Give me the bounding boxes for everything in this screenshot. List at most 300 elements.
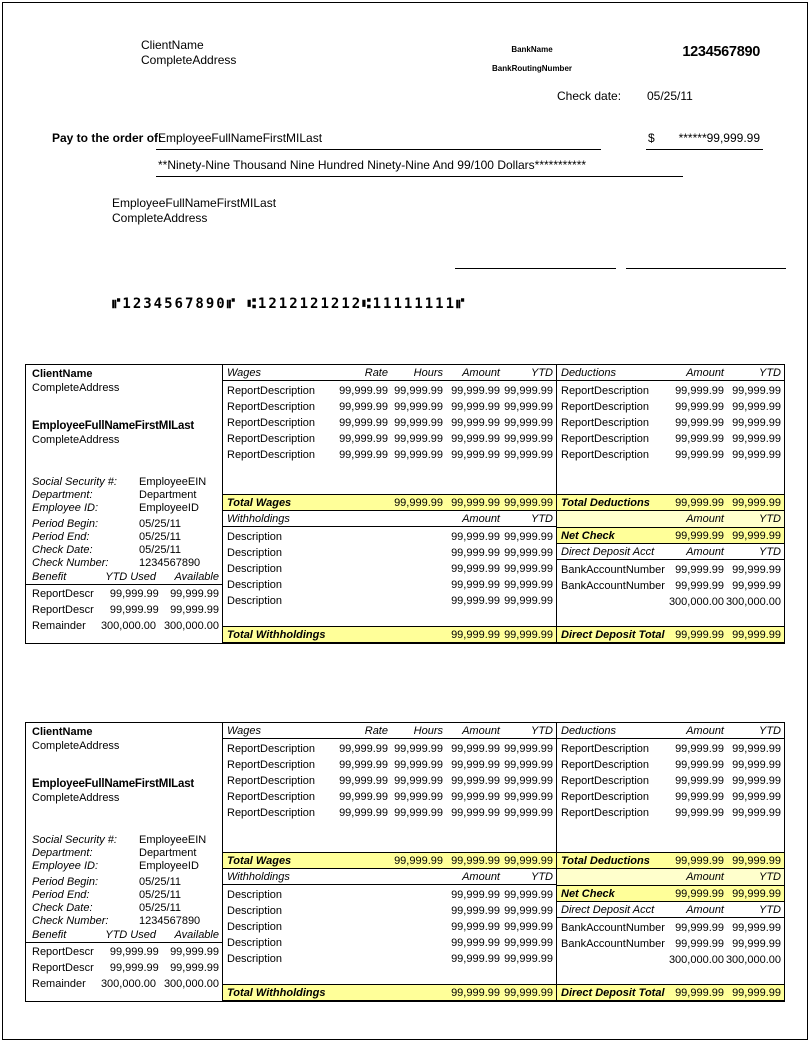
dd-account: BankAccountNumber	[561, 938, 665, 950]
deduction-ytd: 99,999.99	[732, 385, 781, 397]
direct-deposit-total-label: Direct Deposit Total	[561, 628, 665, 641]
deduction-amount: 99,999.99	[675, 743, 724, 755]
withholdings-header-row	[223, 511, 556, 527]
withholding-row	[223, 593, 556, 609]
deduction-ytd: 99,999.99	[732, 417, 781, 429]
deduction-amount: 99,999.99	[675, 759, 724, 771]
withholding-amount: 99,999.99	[451, 921, 500, 933]
payee-name: EmployeeFullNameFirstMILast	[158, 131, 323, 145]
deduction-ytd: 99,999.99	[732, 759, 781, 771]
total-withholdings-ytd: 99,999.99	[504, 628, 553, 641]
amount-header: Amount	[686, 513, 724, 525]
wage-desc: ReportDescription	[227, 743, 316, 755]
withholding-ytd: 99,999.99	[504, 531, 553, 543]
available-header: Available	[174, 571, 219, 583]
info-value: 05/25/11	[139, 518, 182, 530]
check-date-value: 05/25/11	[647, 89, 693, 103]
info-value: 05/25/11	[139, 902, 182, 914]
bank-name: BankName	[511, 45, 553, 54]
ytd-used-header: YTD Used	[105, 929, 156, 941]
withholdings-header: Withholdings	[227, 870, 290, 883]
wage-hours: 99,999.99	[394, 759, 443, 771]
total-wages-ytd: 99,999.99	[504, 496, 553, 509]
benefit-header: Benefit	[32, 571, 67, 583]
deductions-header: Deductions	[561, 366, 617, 379]
deduction-row	[557, 415, 784, 431]
total-withholdings-label: Total Withholdings	[227, 628, 326, 641]
info-label: Department:	[32, 847, 93, 859]
info-label: Employee ID:	[32, 502, 99, 514]
info-value: EmployeeEIN	[139, 476, 207, 488]
wage-desc: ReportDescription	[227, 449, 316, 461]
wage-ytd: 99,999.99	[504, 807, 553, 819]
deduction-row	[557, 399, 784, 415]
stub-middle-panel	[223, 365, 557, 643]
wage-amount: 99,999.99	[451, 807, 500, 819]
currency-symbol: $	[648, 131, 655, 145]
check-client-block	[141, 38, 236, 68]
wage-rate: 99,999.99	[339, 401, 388, 413]
withholding-desc: Description	[227, 579, 283, 591]
direct-deposit-row	[557, 952, 784, 968]
benefit-desc: ReportDescr	[32, 588, 94, 600]
amount-header: Amount	[686, 545, 724, 558]
withholding-desc: Description	[227, 595, 283, 607]
total-deductions-label: Total Deductions	[561, 496, 650, 509]
dd-amount: 99,999.99	[675, 580, 724, 592]
total-wages-hours: 99,999.99	[394, 496, 443, 509]
wage-rate: 99,999.99	[339, 807, 388, 819]
ytd-header: YTD	[759, 513, 781, 525]
check-date-label: Check date:	[557, 89, 622, 103]
withholding-ytd: 99,999.99	[504, 889, 553, 901]
ytd-header: YTD	[759, 871, 781, 883]
dd-account: BankAccountNumber	[561, 580, 665, 592]
info-label: Period Begin:	[32, 518, 99, 530]
withholding-row	[223, 935, 556, 951]
wages-row	[223, 757, 556, 773]
total-wages-hours: 99,999.99	[394, 854, 443, 867]
withholding-amount: 99,999.99	[451, 905, 500, 917]
deduction-desc: ReportDescription	[561, 417, 650, 429]
deduction-amount: 99,999.99	[675, 433, 724, 445]
micr-line: ⑈1234567890⑈ ⑆1212121212⑆11111111⑈	[112, 296, 467, 312]
dd-ytd: 99,999.99	[732, 580, 781, 592]
wage-desc: ReportDescription	[227, 791, 316, 803]
deduction-amount: 99,999.99	[675, 401, 724, 413]
direct-deposit-acct-header: Direct Deposit Acct	[561, 903, 655, 916]
withholding-amount: 99,999.99	[451, 579, 500, 591]
wage-hours: 99,999.99	[394, 385, 443, 397]
withholding-ytd: 99,999.99	[504, 563, 553, 575]
deduction-ytd: 99,999.99	[732, 449, 781, 461]
total-deductions-ytd: 99,999.99	[732, 496, 781, 509]
direct-deposit-header-row	[557, 902, 784, 918]
wages-row	[223, 741, 556, 757]
deduction-ytd: 99,999.99	[732, 433, 781, 445]
amount-header: Amount	[686, 724, 724, 737]
rate-header: Rate	[364, 724, 388, 737]
info-label: Period Begin:	[32, 876, 99, 888]
info-value: 05/25/11	[139, 531, 182, 543]
deduction-desc: ReportDescription	[561, 401, 650, 413]
direct-deposit-total-ytd: 99,999.99	[732, 628, 781, 641]
pay-stub-2	[25, 722, 785, 1002]
wages-row	[223, 399, 556, 415]
net-check-label: Net Check	[561, 887, 615, 900]
info-row-check-number	[32, 557, 220, 570]
withholding-row	[223, 561, 556, 577]
info-row-check-number	[32, 915, 220, 928]
hours-header: Hours	[413, 366, 443, 379]
wage-ytd: 99,999.99	[504, 759, 553, 771]
withholdings-header-row	[223, 869, 556, 885]
wage-ytd: 99,999.99	[504, 417, 553, 429]
wages-row	[223, 431, 556, 447]
deduction-amount: 99,999.99	[675, 385, 724, 397]
info-value: Department	[139, 489, 197, 501]
amount-header: Amount	[462, 366, 500, 379]
withholding-amount: 99,999.99	[451, 953, 500, 965]
withholding-amount: 99,999.99	[451, 937, 500, 949]
payee-block-name: EmployeeFullNameFirstMILast	[112, 196, 277, 210]
stub-employee-address: CompleteAddress	[32, 434, 120, 446]
total-withholdings-row	[223, 984, 556, 1001]
wage-hours: 99,999.99	[394, 791, 443, 803]
info-label: Social Security #:	[32, 476, 117, 488]
total-withholdings-ytd: 99,999.99	[504, 986, 553, 999]
total-deductions-amount: 99,999.99	[675, 496, 724, 509]
payee-address-block	[112, 196, 276, 226]
deduction-ytd: 99,999.99	[732, 743, 781, 755]
withholding-row	[223, 919, 556, 935]
info-value: EmployeeID	[139, 502, 199, 514]
deduction-desc: ReportDescription	[561, 743, 650, 755]
info-label: Check Number:	[32, 915, 109, 927]
deduction-row	[557, 805, 784, 821]
wage-rate: 99,999.99	[339, 433, 388, 445]
net-check-row	[557, 527, 784, 544]
check-number: 1234567890	[682, 44, 760, 60]
ytd-header: YTD	[759, 545, 781, 558]
payee-underline	[156, 149, 601, 150]
deduction-amount: 99,999.99	[675, 417, 724, 429]
benefit-row	[26, 961, 222, 975]
net-check-amount: 99,999.99	[675, 529, 724, 542]
deduction-desc: ReportDescription	[561, 759, 650, 771]
info-row-employee-id	[32, 502, 220, 515]
deductions-header-row	[557, 365, 784, 381]
total-deductions-row	[557, 852, 784, 869]
direct-deposit-total-row	[557, 626, 784, 643]
stub-client-address: CompleteAddress	[32, 382, 120, 394]
withholding-desc: Description	[227, 905, 283, 917]
wages-row	[223, 805, 556, 821]
wage-desc: ReportDescription	[227, 433, 316, 445]
total-wages-amount: 99,999.99	[451, 854, 500, 867]
info-row-check-date	[32, 544, 220, 557]
info-value: 1234567890	[139, 915, 201, 927]
deduction-desc: ReportDescription	[561, 449, 650, 461]
available-header: Available	[174, 929, 219, 941]
total-wages-row	[223, 852, 556, 869]
ytd-header: YTD	[531, 870, 553, 883]
info-row-ssn	[32, 476, 220, 489]
direct-deposit-header-row	[557, 544, 784, 560]
info-row-check-date	[32, 902, 220, 915]
wage-desc: ReportDescription	[227, 807, 316, 819]
direct-deposit-total-amount: 99,999.99	[675, 628, 724, 641]
amount-words-underline	[156, 176, 683, 177]
dd-ytd: 99,999.99	[732, 938, 781, 950]
net-check-label: Net Check	[561, 529, 615, 542]
info-value: 1234567890	[139, 557, 201, 569]
info-row-period-end	[32, 531, 220, 544]
info-value: 05/25/11	[139, 544, 182, 556]
withholding-row	[223, 545, 556, 561]
wage-amount: 99,999.99	[451, 401, 500, 413]
total-deductions-row	[557, 494, 784, 511]
direct-deposit-total-row	[557, 984, 784, 1001]
wages-header: Wages	[227, 366, 262, 379]
benefit-available: 99,999.99	[170, 588, 219, 600]
wage-desc: ReportDescription	[227, 759, 316, 771]
stub-middle-panel	[223, 723, 557, 1001]
total-wages-row	[223, 494, 556, 511]
deduction-row	[557, 383, 784, 399]
amount-header: Amount	[686, 871, 724, 883]
wage-desc: ReportDescription	[227, 775, 316, 787]
withholding-ytd: 99,999.99	[504, 595, 553, 607]
deduction-desc: ReportDescription	[561, 775, 650, 787]
dd-amount: 99,999.99	[675, 938, 724, 950]
wage-ytd: 99,999.99	[504, 449, 553, 461]
amount-numeric: ******99,999.99	[678, 131, 760, 145]
withholding-row	[223, 529, 556, 545]
benefit-available: 99,999.99	[170, 604, 219, 616]
amount-words: **Ninety-Nine Thousand Nine Hundred Ninety-Nine And 99/100 Dollars***********	[158, 158, 587, 172]
deduction-desc: ReportDescription	[561, 433, 650, 445]
info-row-department	[32, 489, 220, 502]
withholding-desc: Description	[227, 563, 283, 575]
direct-deposit-total-amount: 99,999.99	[675, 986, 724, 999]
benefit-available: 99,999.99	[170, 946, 219, 958]
info-row-ssn	[32, 834, 220, 847]
amount-underline	[646, 149, 763, 150]
deduction-row	[557, 741, 784, 757]
deduction-ytd: 99,999.99	[732, 807, 781, 819]
benefit-available: 300,000.00	[163, 978, 219, 990]
deduction-desc: ReportDescription	[561, 791, 650, 803]
dd-ytd: 300,000.00	[725, 596, 781, 608]
direct-deposit-row	[557, 920, 784, 936]
wage-amount: 99,999.99	[451, 385, 500, 397]
ytd-header: YTD	[531, 512, 553, 525]
total-wages-ytd: 99,999.99	[504, 854, 553, 867]
rate-header: Rate	[364, 366, 388, 379]
info-row-employee-id	[32, 860, 220, 873]
client-name: ClientName	[141, 38, 204, 52]
deductions-header-row	[557, 723, 784, 739]
direct-deposit-row	[557, 578, 784, 594]
benefit-desc: ReportDescr	[32, 946, 94, 958]
total-withholdings-amount: 99,999.99	[451, 628, 500, 641]
benefit-ytd-used: 300,000.00	[100, 978, 156, 990]
direct-deposit-total-label: Direct Deposit Total	[561, 986, 665, 999]
withholding-ytd: 99,999.99	[504, 953, 553, 965]
direct-deposit-row	[557, 562, 784, 578]
deduction-desc: ReportDescription	[561, 807, 650, 819]
benefit-available: 99,999.99	[170, 962, 219, 974]
stub-right-panel	[557, 365, 784, 643]
deduction-amount: 99,999.99	[675, 449, 724, 461]
direct-deposit-row	[557, 936, 784, 952]
info-value: 05/25/11	[139, 889, 182, 901]
wage-amount: 99,999.99	[451, 791, 500, 803]
bank-block	[462, 45, 602, 73]
benefit-desc: Remainder	[32, 620, 86, 632]
deduction-desc: ReportDescription	[561, 385, 650, 397]
wage-rate: 99,999.99	[339, 385, 388, 397]
net-check-header-row	[557, 511, 784, 527]
dd-ytd: 300,000.00	[725, 954, 781, 966]
benefit-row-remainder	[26, 619, 222, 633]
dd-amount: 99,999.99	[675, 922, 724, 934]
stub-employee-name: EmployeeFullNameFirstMILast	[32, 778, 195, 790]
wages-header: Wages	[227, 724, 262, 737]
wage-ytd: 99,999.99	[504, 775, 553, 787]
wage-hours: 99,999.99	[394, 401, 443, 413]
stub-employee-name: EmployeeFullNameFirstMILast	[32, 420, 195, 432]
deduction-amount: 99,999.99	[675, 807, 724, 819]
withholding-ytd: 99,999.99	[504, 921, 553, 933]
benefit-row-remainder	[26, 977, 222, 991]
withholding-row	[223, 951, 556, 967]
withholding-row	[223, 903, 556, 919]
deduction-amount: 99,999.99	[675, 775, 724, 787]
deduction-ytd: 99,999.99	[732, 775, 781, 787]
amount-header: Amount	[686, 903, 724, 916]
info-label: Social Security #:	[32, 834, 117, 846]
info-value: 05/25/11	[139, 876, 182, 888]
client-address: CompleteAddress	[141, 53, 237, 67]
withholding-amount: 99,999.99	[451, 547, 500, 559]
withholding-ytd: 99,999.99	[504, 905, 553, 917]
ytd-header: YTD	[531, 366, 553, 379]
dd-amount: 300,000.00	[668, 596, 724, 608]
info-row-period-end	[32, 889, 220, 902]
ytd-header: YTD	[531, 724, 553, 737]
benefit-ytd-used: 99,999.99	[109, 588, 159, 600]
deduction-row	[557, 431, 784, 447]
deduction-ytd: 99,999.99	[732, 401, 781, 413]
benefit-ytd-used: 300,000.00	[100, 620, 156, 632]
direct-deposit-total-ytd: 99,999.99	[732, 986, 781, 999]
wage-rate: 99,999.99	[339, 743, 388, 755]
info-row-department	[32, 847, 220, 860]
net-check-ytd: 99,999.99	[732, 529, 781, 542]
wages-header-row	[223, 365, 556, 381]
benefit-header: Benefit	[32, 929, 67, 941]
wage-amount: 99,999.99	[451, 433, 500, 445]
wages-header-row	[223, 723, 556, 739]
total-deductions-amount: 99,999.99	[675, 854, 724, 867]
wage-ytd: 99,999.99	[504, 791, 553, 803]
wages-row	[223, 447, 556, 463]
benefit-desc: Remainder	[32, 978, 86, 990]
info-value: EmployeeID	[139, 860, 199, 872]
wage-ytd: 99,999.99	[504, 433, 553, 445]
stub-left-panel	[26, 723, 223, 1001]
total-wages-label: Total Wages	[227, 496, 292, 509]
withholding-desc: Description	[227, 889, 283, 901]
info-row-period-begin	[32, 876, 220, 889]
withholding-row	[223, 887, 556, 903]
stub-right-panel	[557, 723, 784, 1001]
wage-rate: 99,999.99	[339, 759, 388, 771]
total-wages-amount: 99,999.99	[451, 496, 500, 509]
stub-client-name: ClientName	[32, 368, 93, 380]
wage-rate: 99,999.99	[339, 791, 388, 803]
bank-routing-number: BankRoutingNumber	[492, 64, 572, 73]
stub-left-panel	[26, 365, 223, 643]
deduction-row	[557, 789, 784, 805]
wage-hours: 99,999.99	[394, 417, 443, 429]
wages-row	[223, 773, 556, 789]
withholding-desc: Description	[227, 937, 283, 949]
stub-client-name: ClientName	[32, 726, 93, 738]
amount-header: Amount	[686, 366, 724, 379]
wages-row	[223, 415, 556, 431]
deduction-ytd: 99,999.99	[732, 791, 781, 803]
dd-account: BankAccountNumber	[561, 564, 665, 576]
wage-amount: 99,999.99	[451, 759, 500, 771]
benefit-row	[26, 603, 222, 617]
withholding-ytd: 99,999.99	[504, 579, 553, 591]
dd-ytd: 99,999.99	[732, 564, 781, 576]
amount-header: Amount	[462, 870, 500, 883]
info-label: Period End:	[32, 531, 90, 543]
direct-deposit-row	[557, 594, 784, 610]
ytd-header: YTD	[759, 903, 781, 916]
wage-ytd: 99,999.99	[504, 743, 553, 755]
wage-hours: 99,999.99	[394, 449, 443, 461]
withholdings-header: Withholdings	[227, 512, 290, 525]
wage-amount: 99,999.99	[451, 417, 500, 429]
signature-line-1	[455, 268, 616, 269]
wages-row	[223, 383, 556, 399]
amount-header: Amount	[462, 724, 500, 737]
withholding-amount: 99,999.99	[451, 595, 500, 607]
withholding-desc: Description	[227, 953, 283, 965]
wage-ytd: 99,999.99	[504, 401, 553, 413]
withholding-ytd: 99,999.99	[504, 937, 553, 949]
stub-employee-address: CompleteAddress	[32, 792, 120, 804]
benefit-header-row	[26, 928, 222, 943]
hours-header: Hours	[413, 724, 443, 737]
benefit-available: 300,000.00	[163, 620, 219, 632]
wage-desc: ReportDescription	[227, 385, 316, 397]
wage-hours: 99,999.99	[394, 775, 443, 787]
net-check-ytd: 99,999.99	[732, 887, 781, 900]
info-label: Check Date:	[32, 902, 93, 914]
benefit-desc: ReportDescr	[32, 962, 94, 974]
wage-amount: 99,999.99	[451, 775, 500, 787]
info-value: EmployeeEIN	[139, 834, 207, 846]
wage-rate: 99,999.99	[339, 449, 388, 461]
deduction-row	[557, 447, 784, 463]
benefit-desc: ReportDescr	[32, 604, 94, 616]
